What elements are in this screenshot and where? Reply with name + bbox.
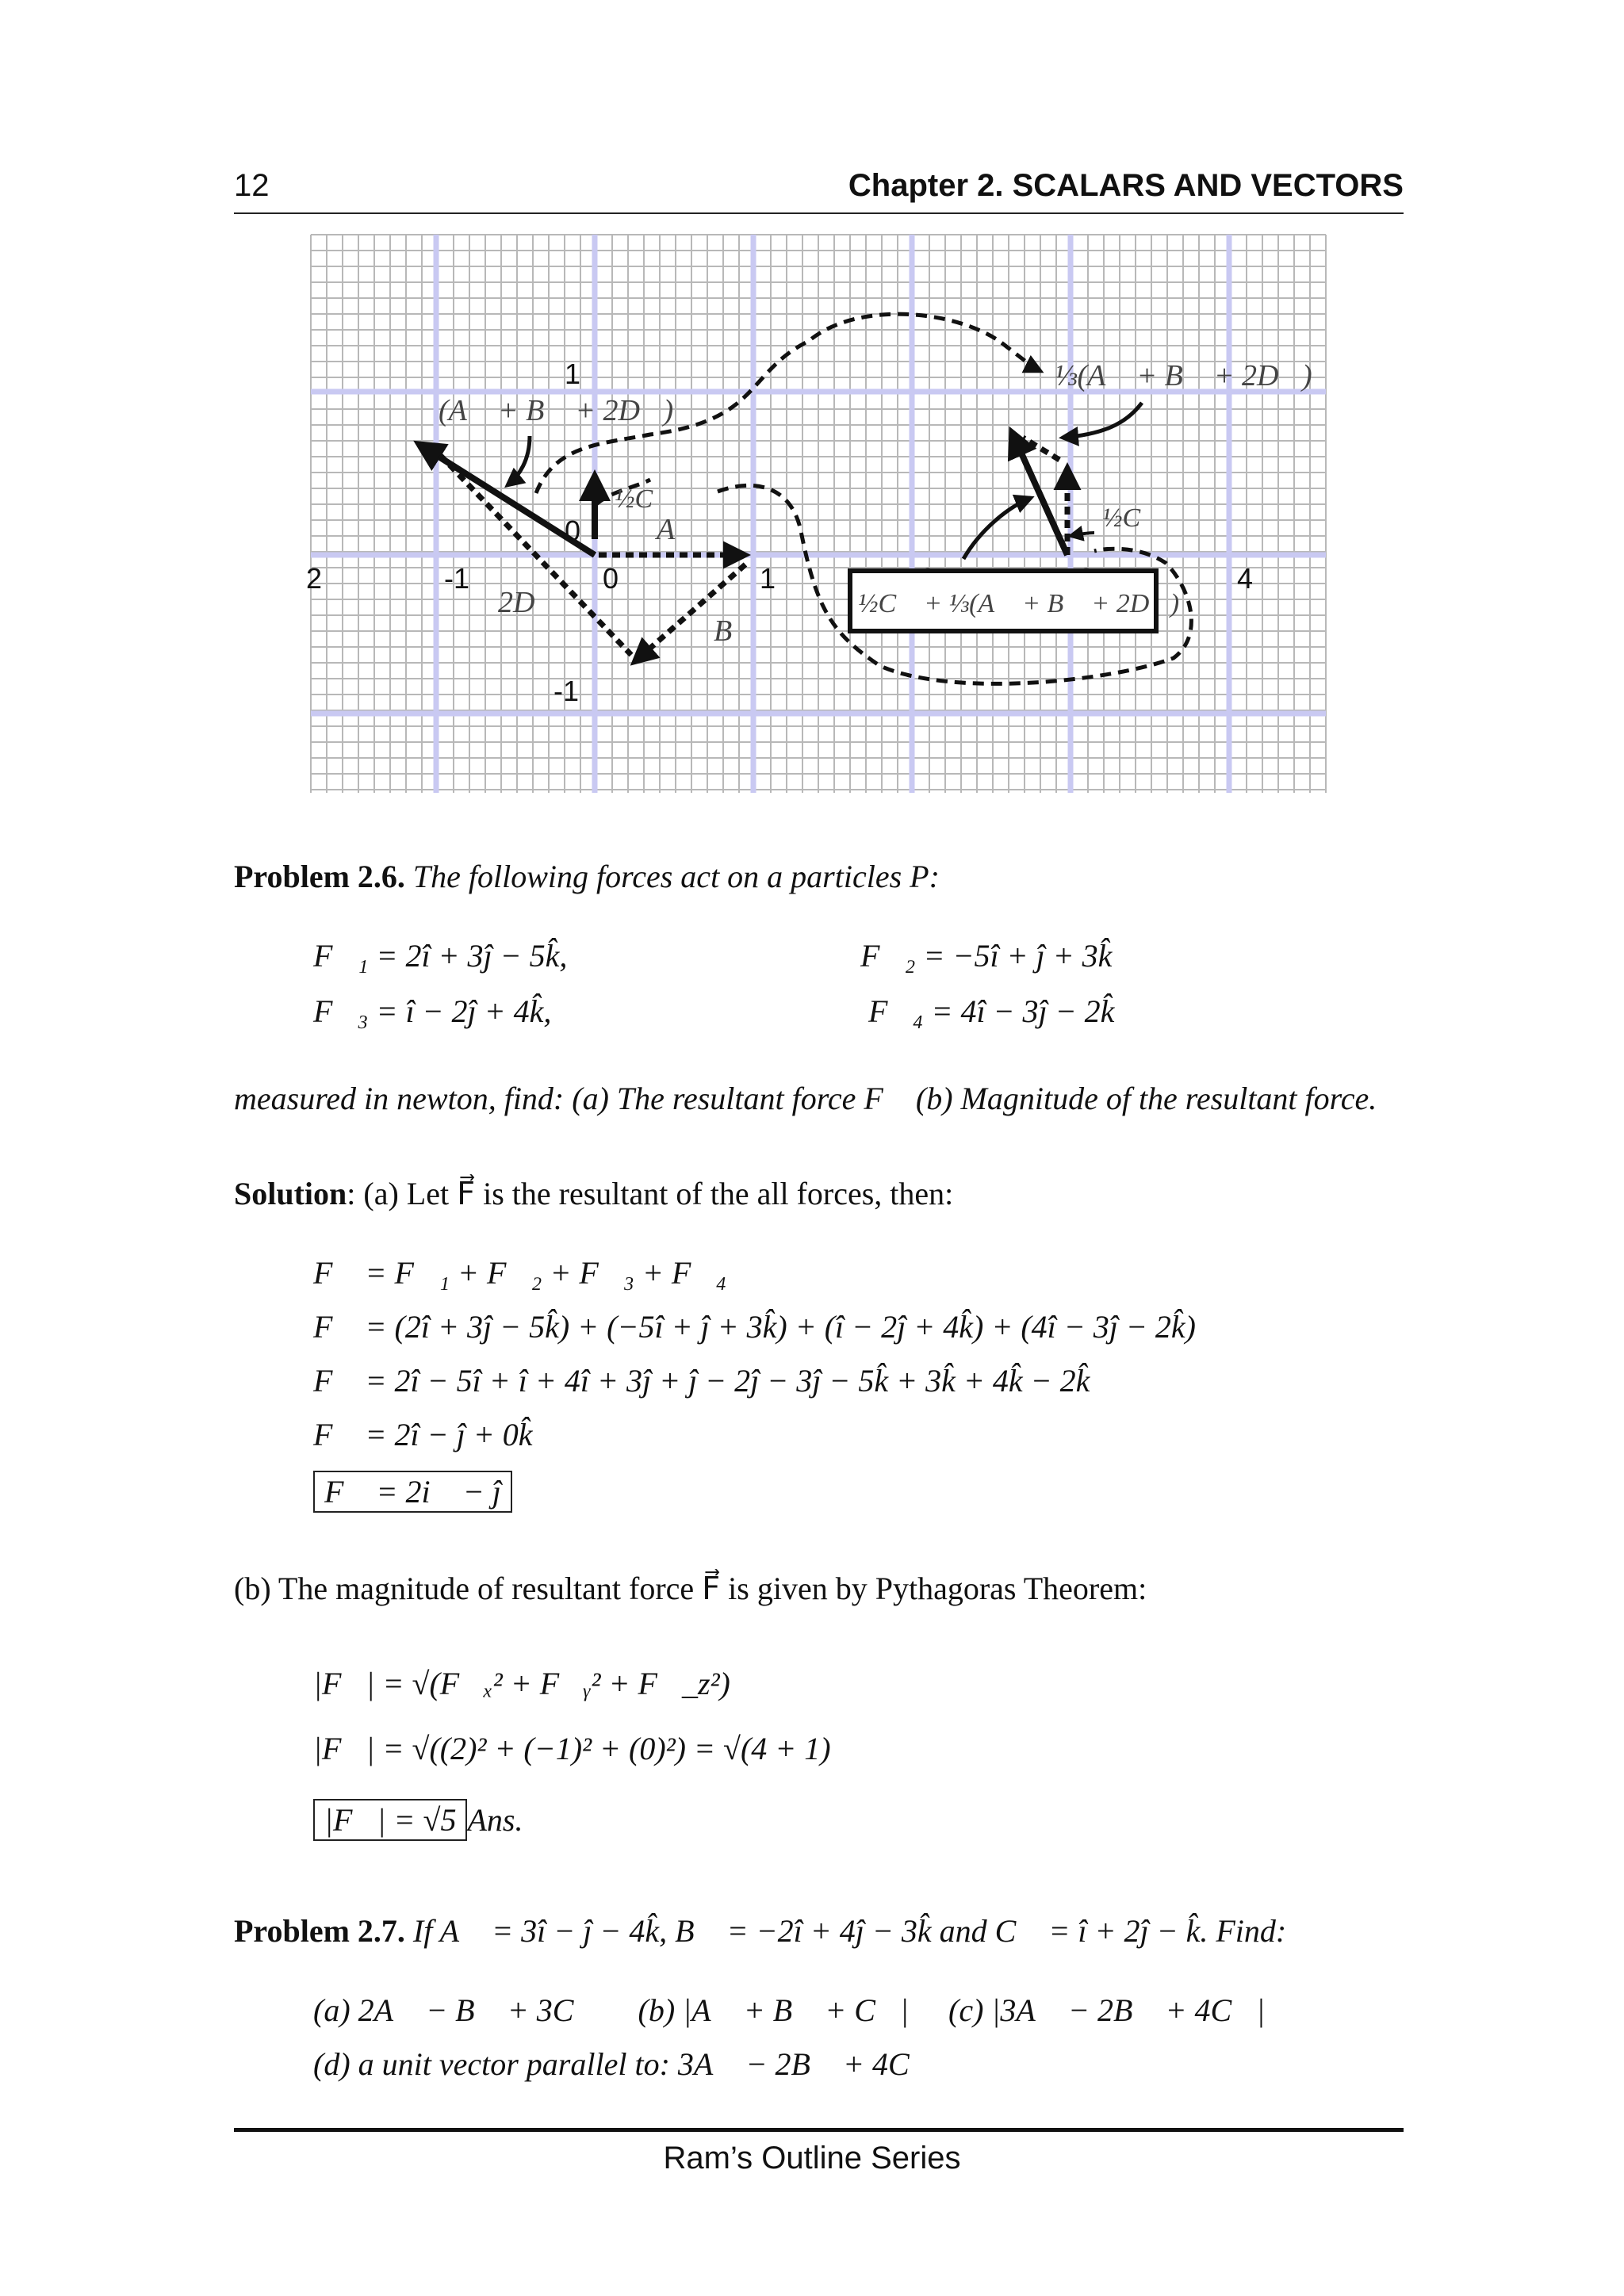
solution-intro: Solution: (a) Let F⃗ is the resultant of the all forces, then: [234, 1176, 954, 1211]
equation-2: F⃗ = (2î + 3ĵ − 5k̂) + (−5î + ĵ + 3k̂) + (î − 2ĵ + 4k̂) + (4î − 3ĵ − 2k̂) [313, 1309, 1196, 1345]
label-sum: (A⃗ + B⃗ + 2D⃗) [439, 394, 674, 427]
force-f1: F⃗₁ = 2î + 3ĵ − 5k̂, [313, 938, 568, 974]
x-tick-0: 0 [603, 562, 619, 595]
grid-lines [311, 235, 1326, 793]
footer-series: Ram’s Outline Series [663, 2141, 961, 2175]
label-boxed: ½C⃗ + ⅓(A⃗ + B⃗ + 2D⃗) [858, 589, 1180, 618]
equation-1: F⃗ = F⃗₁ + F⃗₂ + F⃗₃ + F⃗₄ [313, 1255, 727, 1291]
label-b: B⃗ [714, 614, 756, 648]
x-tick-1: 1 [760, 562, 776, 595]
footer-rule [234, 2128, 1404, 2132]
vector-diagram [0, 0, 1624, 801]
problem-2-7-part-d: (d) a unit vector parallel to: 3A⃗ − 2B⃗ + 4C⃗ [313, 2046, 934, 2082]
equation-4: F⃗ = 2î − ĵ + 0k̂ [313, 1417, 533, 1452]
equation-5-boxed: F⃗ = 2i⃗ − ĵ [313, 1471, 512, 1513]
label-half-c-right: ½C⃗ [1102, 503, 1162, 533]
problem-2-7-parts: (a) 2A⃗ − B⃗ + 3C⃗ (b) |A⃗ + B⃗ + C⃗| (c) |3A⃗ − 2B⃗ + 4C⃗| [313, 1992, 1266, 2028]
label-2d: 2D⃗ [498, 586, 558, 619]
x-tick-minus-2: 2 [306, 562, 323, 595]
y-tick-minus-1: -1 [553, 675, 580, 707]
force-f4: F⃗₄ = 4î − 3ĵ − 2k̂ [868, 993, 1115, 1029]
force-f3: F⃗₃ = î − 2ĵ + 4k̂, [313, 993, 552, 1029]
chapter-title: Chapter 2. SCALARS AND VECTORS [848, 168, 1404, 203]
y-tick-1: 1 [565, 358, 581, 390]
magnitude-1: |F⃗| = √(F⃗ₓ² + F⃗ᵧ² + F⃗_z²) [313, 1666, 730, 1701]
magnitude-2: |F⃗| = √((2)² + (−1)² + (0)²) = √(4 + 1) [313, 1731, 831, 1766]
problem-2-7-statement: Problem 2.7. If A⃗ = 3î − ĵ − 4k̂, B⃗ = −2î + 4ĵ − 3k̂ and C⃗ = î + 2ĵ − k̂. Find: [234, 1913, 1287, 1949]
equation-3: F⃗ = 2î − 5î + î + 4î + 3ĵ + ĵ − 2ĵ − 3ĵ − 5k̂ + 3k̂ + 4k̂ − 2k̂ [313, 1363, 1090, 1399]
x-tick-minus-1: -1 [444, 562, 470, 595]
part-b-text: (b) The magnitude of resultant force F⃗ is given by Pythagoras Theorem: [234, 1571, 1147, 1606]
force-f2: F⃗₂ = −5î + ĵ + 3k̂ [860, 938, 1113, 974]
label-third-sum: ⅓(A⃗ + B⃗ + 2D⃗) [1055, 359, 1312, 392]
pointer-box [963, 498, 1031, 559]
problem-2-6-statement: Problem 2.6. The following forces act on a particles P: [234, 859, 940, 894]
problem-2-6-task: measured in newton, find: (a) The resultant force F⃗ (b) Magnitude of the resultant force. [234, 1081, 1377, 1116]
y-tick-0: 0 [565, 515, 581, 547]
x-tick-4: 4 [1237, 562, 1254, 595]
label-half-c-left: ½C⃗ [615, 484, 674, 514]
pointer-third-label [1063, 403, 1142, 438]
magnitude-3-boxed: |F⃗| = √5 Ans. [313, 1800, 523, 1841]
label-a: A⃗ [657, 513, 699, 546]
pointer-sum-label [508, 436, 530, 485]
page-number: 12 [234, 168, 270, 203]
